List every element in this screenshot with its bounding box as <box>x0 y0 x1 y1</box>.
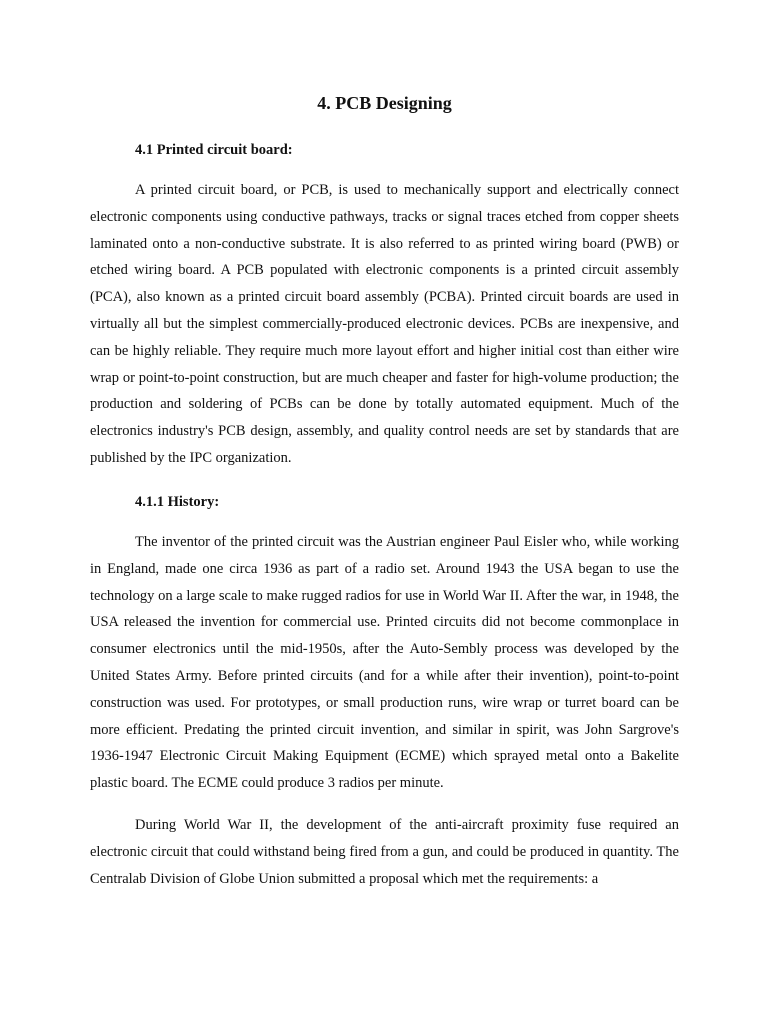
section-heading: 4.1 Printed circuit board: <box>135 142 293 158</box>
subsection-heading: 4.1.1 History: <box>135 494 220 510</box>
paragraph-history: The inventor of the printed circuit was the Austrian engineer Paul Eisler who, while working in England, made one circa 1936 as part of a radio set. Around 1943 the USA began to use the technology on a large scale to make rugged radios for use in World War II. After the war, in 1948, the USA released the invention for commercial use. Printed circuits did not become commonplace in consumer electronics until the mid-1950s, after the Auto-Sembly process was developed by the United States Army. Before printed circuits (and for a while after their invention), point-to-point construction was used. For prototypes, or small production runs, wire wrap or turret board can be more efficient. Predating the printed circuit invention, and similar in spirit, was John Sargrove's 1936-1947 Electronic Circuit Making Equipment (ECME) which sprayed metal onto a Bakelite plastic board. The ECME could produce 3 radios per minute. <box>90 534 679 792</box>
paragraph-ww2: During World War II, the development of the anti-aircraft proximity fuse required an electronic circuit that could withstand being fired from a gun, and could be produced in quantity. The Centralab Division of Globe Union submitted a proposal which met the requirements: a <box>90 817 679 887</box>
paragraph-intro: A printed circuit board, or PCB, is used to mechanically support and electrically connect electronic components using conductive pathways, tracks or signal traces etched from copper sheets laminated onto a non-conductive substrate. It is also referred to as printed wiring board (PWB) or etched wiring board. A PCB populated with electronic components is a printed circuit assembly (PCA), also known as a printed circuit board assembly (PCBA). Printed circuit boards are used in virtually all but the simplest commercially-produced electronic devices. PCBs are inexpensive, and can be highly reliable. They require much more layout effort and higher initial cost than either wire wrap or point-to-point construction, but are much cheaper and faster for high-volume production; the production and soldering of PCBs can be done by totally automated equipment. Much of the electronics industry's PCB design, assembly, and quality control needs are set by standards that are published by the IPC organization. <box>90 182 679 466</box>
page-title: 4. PCB Designing <box>317 93 452 113</box>
